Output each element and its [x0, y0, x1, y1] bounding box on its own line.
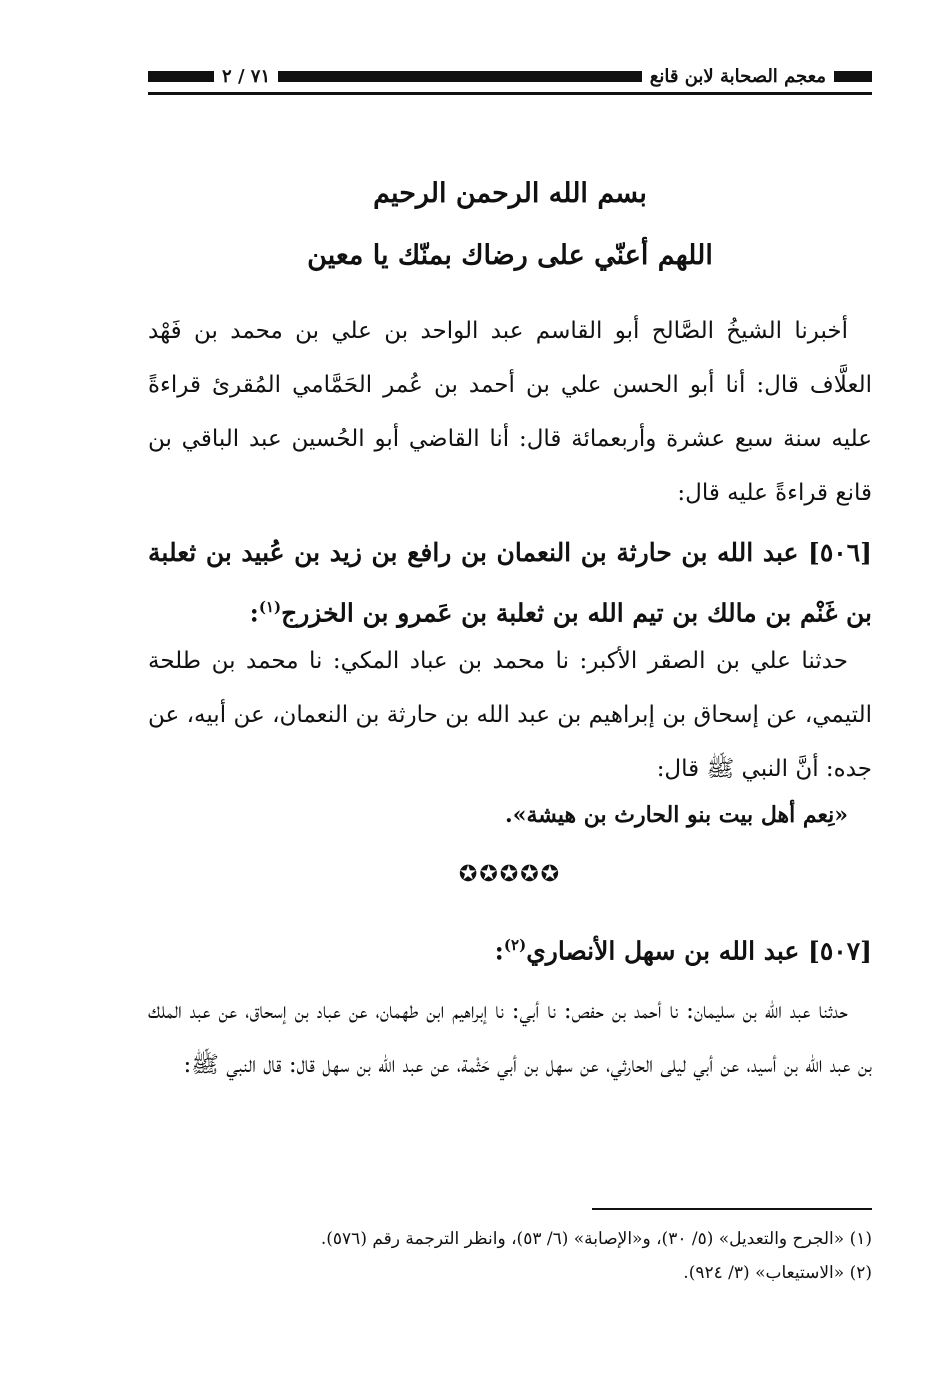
book-title: معجم الصحابة لابن قانع	[649, 65, 826, 87]
footnote-1: (١) «الجرح والتعديل» (٥/ ٣٠)، و«الإصابة» (٦/ ٥٣)، وانظر الترجمة رقم (٥٧٦).	[320, 1229, 872, 1249]
header-rule	[148, 92, 872, 95]
entry-506-isnad: حدثنا علي بن الصقر الأكبر: نا محمد بن عباد المكي: نا محمد بن طلحة التيمي، عن إسحاق بن إبراهيم بن عبد الله بن حارثة بن النعمان، عن أبيه، عن جده: أنَّ النبي ﷺ قال:	[148, 648, 872, 782]
page-header	[148, 58, 872, 98]
entry-506-colon: :	[249, 598, 259, 628]
page-number: ٧١ / ٢	[222, 65, 271, 87]
footnote-2: (٢) «الاستيعاب» (٣/ ٩٢٤).	[683, 1263, 872, 1283]
entry-507-title: [٥٠٧] عبد الله بن سهل الأنصاري	[526, 936, 872, 966]
entry-506-title: [٥٠٦] عبد الله بن حارثة بن النعمان بن رافع بن زيد بن عُبيد بن ثعلبة بن غَنْم بن مالك بن تيم الله بن ثعلبة بن عَمرو بن الخزرج	[148, 538, 872, 628]
header-row	[148, 64, 872, 88]
header-bar-left	[148, 71, 214, 82]
footnote-divider	[592, 1208, 872, 1210]
intro-paragraph: أخبرنا الشيخُ الصَّالح أبو القاسم عبد الواحد بن علي بن محمد بن فَهْد العلَّاف قال: أنا أبو الحسن علي بن أحمد بن عُمر الحَمَّامي المُقرئ قراءةً عليه سنة سبع عشرة وأربعمائة قال: أنا القاضي أبو الحُسين عبد الباقي بن قانع قراءةً عليه قال:	[148, 318, 872, 506]
footnote-ref-2[interactable]: (٢)	[503, 936, 527, 954]
header-bar-right	[834, 71, 872, 82]
section-separator: ✪✪✪✪✪	[458, 862, 562, 887]
entry-507-colon: :	[494, 936, 504, 966]
footnotes	[148, 1222, 872, 1290]
entry-506-hadith: «نِعم أهل بيت بنو الحارث بن هيشة».	[505, 802, 848, 828]
entry-506-heading	[148, 526, 872, 640]
entry-507-heading	[148, 918, 872, 978]
basmala: بسم الله الرحمن الرحيم	[373, 178, 647, 209]
footnote-ref-1[interactable]: (١)	[258, 598, 282, 616]
opening-supplication: اللهم أعنّي على رضاك بمنّك يا معين	[307, 240, 713, 271]
entry-507-isnad: حدثنا عبد الله بن سليمان: نا أحمد بن حفص: نا أبي: نا إبراهيم ابن طهمان، عن عباد بن إسحاق، عن عبد الملك بن عبد الله بن أسيد، عن أبي ليلى الحارثي، عن سهل بن أبي حَثْمة، عن عبد الله بن سهل قال: قال النبي ﷺ:	[148, 998, 872, 1078]
header-bar-middle	[278, 71, 642, 82]
